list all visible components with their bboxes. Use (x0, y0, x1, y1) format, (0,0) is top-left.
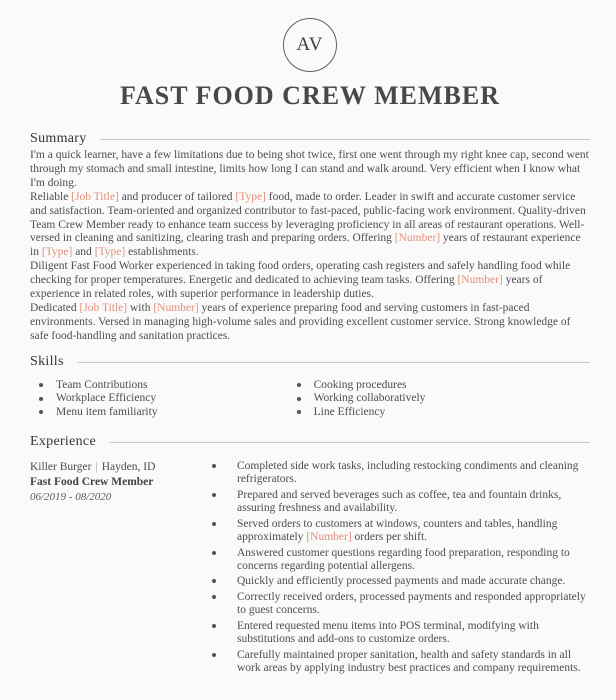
text-segment: Quickly and efficiently processed payments and made accurate change. (237, 575, 566, 588)
text-segment: establishments. (125, 246, 199, 259)
text-segment: Served orders to customers at windows, counters and tables, handling approximately (237, 517, 558, 543)
company-line (30, 460, 206, 474)
text-segment: orders per shift. (351, 530, 428, 543)
placeholder-token: [Job Title] (79, 301, 128, 314)
text-segment: Completed side work tasks, including restocking condiments and cleaning refrigerators. (237, 460, 579, 486)
page-title: FAST FOOD CREW MEMBER (120, 81, 500, 110)
experience-bullet (206, 575, 590, 588)
section-divider-line (100, 139, 590, 140)
skill-item: Team Contributions (30, 379, 288, 393)
experience-bullet (206, 649, 590, 675)
summary-paragraph (30, 302, 590, 344)
text-segment: Reliable (30, 190, 72, 203)
text-segment: Answered customer questions regarding food preparation, responding to concerns regarding potential allergens. (237, 546, 570, 572)
job-title: Fast Food Crew Member (30, 476, 154, 489)
skills-column-left (30, 379, 288, 420)
skills-column-right (288, 379, 590, 420)
summary-body (30, 149, 590, 344)
experience-section-header (30, 434, 590, 450)
placeholder-token: [Number] (306, 530, 352, 543)
skills-list (288, 379, 590, 420)
company-name: Killer Burger (30, 461, 92, 474)
experience-bullet (206, 547, 590, 573)
text-segment: and producer of tailored (118, 190, 236, 203)
monogram-badge (283, 18, 337, 72)
summary-paragraph (30, 260, 590, 302)
skill-item: Menu item familiarity (30, 406, 288, 420)
placeholder-token: [Job Title] (71, 190, 119, 203)
text-segment: Dedicated (30, 301, 80, 314)
placeholder-token: [Number] (394, 232, 441, 245)
placeholder-token: [Type] (41, 246, 73, 259)
experience-bullet (206, 518, 590, 544)
experience-bullet (206, 591, 590, 617)
summary-paragraph (30, 191, 590, 261)
skill-item: Line Efficiency (288, 406, 590, 420)
text-segment: and (72, 246, 95, 259)
summary-paragraph (30, 149, 590, 191)
text-segment: years of restaurant experience in (30, 232, 581, 259)
skills-section-header (30, 354, 590, 370)
skills-columns (30, 379, 590, 420)
section-divider-line (77, 362, 590, 363)
text-segment: Carefully maintained proper sanitation, health and safety standards in all work areas by applying industry best practices and company requirements. (237, 648, 581, 674)
text-segment: I'm a quick learner, have a few limitations due to being shot twice, first one went through my right knee cap, second went through my stomach and small intestine, limits how long I can stand and walk around. Very efficient when I know what I'm doing. (30, 149, 589, 189)
experience-entry (30, 460, 590, 678)
text-segment: Entered requested menu items into POS terminal, modifying with substitutions and add-ons to customize orders. (237, 620, 539, 646)
experience-heading: Experience (30, 434, 96, 450)
placeholder-token: [Type] (94, 246, 126, 259)
experience-bullet (206, 460, 590, 486)
skill-item: Cooking procedures (288, 379, 590, 393)
text-segment: with (127, 301, 154, 314)
text-segment: Diligent Fast Food Worker experienced in taking food orders, operating cash registers and safely handling food while checking for proper temperatures. Energetic and dedicated to achieving team tasks. Offering (30, 260, 571, 287)
text-segment: Correctly received orders, processed payments and responded appropriately to guest concerns. (237, 591, 586, 617)
text-segment: Prepared and served beverages such as coffee, tea and fountain drinks, assuring freshness and availability. (237, 489, 562, 514)
text-segment: years of experience preparing food and serving customers in fast-paced environments. Versed in managing high-volume sales and providing excellent customer service. Strong knowledge of safe food-handling and sanitation practices. (30, 301, 571, 342)
skill-item: Working collaboratively (288, 392, 590, 406)
placeholder-token: [Number] (153, 301, 199, 314)
skill-item: Workplace Efficiency (30, 392, 288, 406)
summary-section (30, 131, 590, 344)
placeholder-token: [Number] (457, 274, 503, 287)
experience-bullet (206, 489, 590, 515)
experience-entry-details (206, 460, 590, 678)
placeholder-token: [Type] (235, 190, 266, 203)
summary-section-header (30, 131, 590, 147)
company-location-separator: | (95, 461, 98, 474)
section-divider-line (109, 442, 590, 443)
experience-bullet-list (206, 460, 590, 675)
company-location: Hayden, ID (101, 461, 156, 474)
skills-heading: Skills (30, 353, 64, 369)
employment-dates: 06/2019 - 08/2020 (30, 491, 112, 504)
skills-section (30, 354, 590, 420)
text-segment: food, made to order. Leader in swift and accurate customer service and satisfaction. Team-oriented and organized contributor to fast-paced, public-facing work environment. Quality-driven Team Crew Member ready to enhance team success by leveraging proficiency in all areas of restaurant operations. Well-versed in cleaning and sanitizing, clearing trash and preparing orders. Offering (30, 190, 586, 245)
experience-entry-meta (30, 460, 206, 678)
monogram-initials: AV (296, 34, 324, 55)
experience-section (30, 434, 590, 678)
text-segment: years of experience in related roles, with superior performance in leadership duties. (30, 274, 543, 301)
summary-heading: Summary (30, 131, 87, 146)
skills-list (30, 379, 288, 420)
experience-bullet (206, 620, 590, 646)
